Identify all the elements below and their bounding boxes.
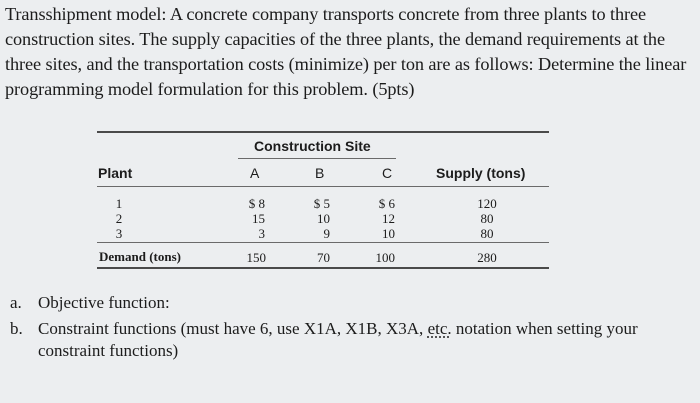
demand-c: 100 xyxy=(375,250,395,265)
demand-a: 150 xyxy=(246,250,266,265)
construction-site-header: Construction Site xyxy=(254,138,371,154)
total-demand: 280 xyxy=(477,250,497,265)
supply-2: 80 xyxy=(480,211,494,226)
supply-header: Supply (tons) xyxy=(436,165,526,181)
cost-2c: 12 xyxy=(382,211,395,226)
demand-b: 70 xyxy=(317,250,330,265)
cost-2b: 10 xyxy=(317,211,330,226)
plant-labels xyxy=(112,196,126,241)
question-a xyxy=(10,292,690,314)
supply-column xyxy=(472,196,502,241)
site-c-header: C xyxy=(382,165,393,181)
plant-1: 1 xyxy=(115,196,123,211)
cost-1b: $ 5 xyxy=(313,196,330,211)
demand-upper-rule xyxy=(97,242,549,243)
question-b xyxy=(10,318,690,362)
plant-2: 2 xyxy=(115,211,123,226)
table-top-rule xyxy=(97,131,549,133)
etc-abbreviation: etc. xyxy=(427,319,452,338)
problem-statement: Transshipment model: A concrete company transports concrete from three plants to three construction sites. The supply capacities of the three plants, the demand requirements at the three sites, and the transportation costs (minimize) per ton are as follows: Determine the linear programming model formulation for this problem. (5pts) xyxy=(5,4,687,99)
site-a-header: A xyxy=(250,165,260,181)
plant-3: 3 xyxy=(115,226,123,241)
supply-3: 80 xyxy=(480,226,494,241)
cost-1a: $ 8 xyxy=(248,196,265,211)
cost-column-a xyxy=(238,196,265,241)
cost-1c: $ 6 xyxy=(378,196,395,211)
cost-2a: 15 xyxy=(252,211,265,226)
question-list xyxy=(10,292,690,366)
cost-column-b xyxy=(303,196,330,241)
header-underline xyxy=(97,186,549,187)
cost-3a: 3 xyxy=(258,226,265,241)
plant-header: Plant xyxy=(98,165,133,181)
question-b-text-start: Constraint functions (must have 6, use X1A, X1B, X3A, xyxy=(38,319,428,338)
question-a-label: a. xyxy=(10,293,22,312)
question-a-text: Objective function: xyxy=(38,293,170,312)
supply-1: 120 xyxy=(477,196,497,211)
site-b-header: B xyxy=(315,165,325,181)
question-b-text xyxy=(38,318,690,362)
demand-label: Demand (tons) xyxy=(99,249,181,264)
group-header-underline xyxy=(238,158,396,159)
question-b-text-end: notation when setting your constraint functions) xyxy=(38,319,638,360)
cost-3b: 9 xyxy=(323,226,330,241)
table-bottom-rule xyxy=(97,267,549,269)
cost-column-c xyxy=(368,196,395,241)
cost-3c: 10 xyxy=(382,226,395,241)
question-b-label: b. xyxy=(10,319,23,338)
